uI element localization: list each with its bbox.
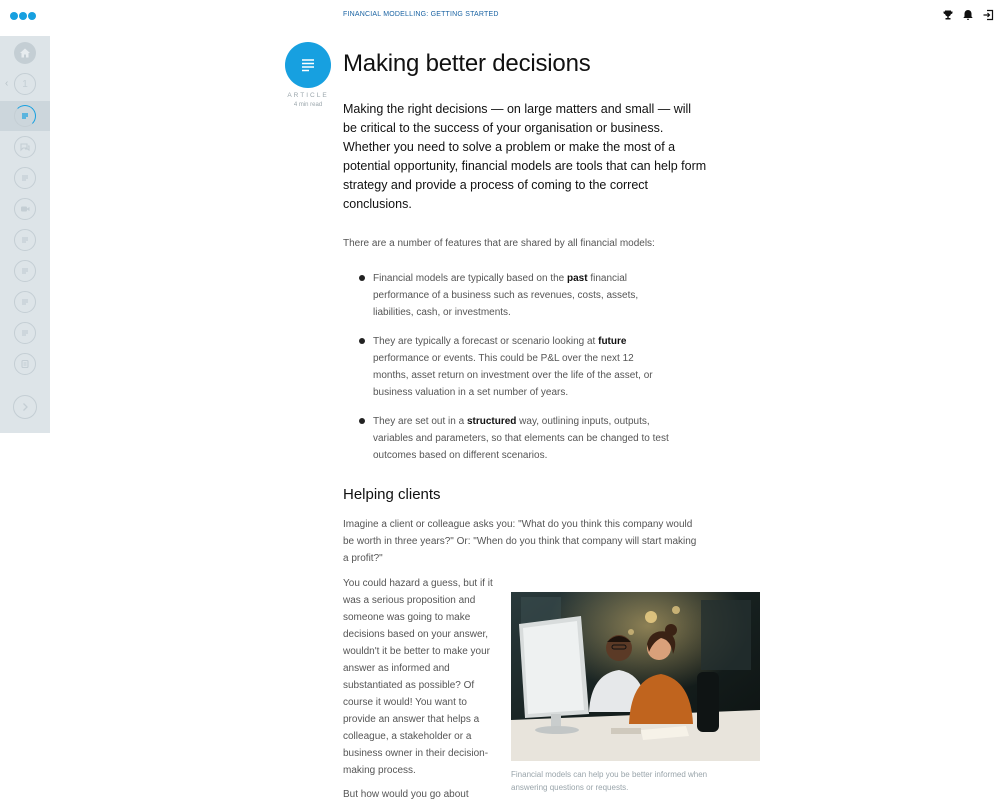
next-step-chevron-icon[interactable] bbox=[13, 395, 37, 419]
sidebar-item-current-article[interactable] bbox=[0, 101, 50, 131]
list-item: They are set out in a structured way, outlining inputs, outputs, variables and parameters, so that elements can be changed to test outcomes based on different scenarios. bbox=[361, 413, 671, 464]
how-paragraph: But how would you go about bbox=[343, 789, 469, 800]
article-icon bbox=[14, 105, 36, 127]
article-icon[interactable] bbox=[14, 260, 36, 282]
course-sidebar bbox=[0, 36, 50, 433]
article-icon[interactable] bbox=[14, 291, 36, 313]
logo-dot bbox=[19, 12, 27, 20]
step-number: 1 bbox=[22, 78, 28, 90]
top-toolbar bbox=[942, 9, 994, 21]
list-item: Financial models are typically based on the past financial performance of a business such as revenues, costs, assets, liabilities, cash, or investments. bbox=[361, 270, 671, 321]
breadcrumb[interactable]: FINANCIAL MODELLING: GETTING STARTED bbox=[343, 11, 499, 18]
section-heading: Helping clients bbox=[343, 486, 441, 503]
list-item: They are typically a forecast or scenario looking at future performance or events. This could be P&L over the next 12 months, asset return on investment over the life of the asset, or business valuation in a set number of years. bbox=[361, 333, 671, 401]
article-body bbox=[343, 100, 763, 810]
guess-paragraph: You could hazard a guess, but if it was a serious proposition and someone was going to make decisions based on your answer, wouldn't it be better to make your answer as informed and substantiated as possible? Of course it would! You want to provide an answer that helps a colleague, a stakeholder or a business owner in their decision-making process. bbox=[343, 578, 493, 776]
read-time: 4 min read bbox=[293, 102, 323, 108]
article-icon[interactable] bbox=[14, 229, 36, 251]
features-list bbox=[361, 270, 671, 464]
intro-paragraph: Making the right decisions — on large matters and small — will be critical to the success of your organisation or business. Whether you need to solve a problem or make the most of a potential opportunity, financial models are tools that can help form strategy and provide a process of coming to the correct conclusions. bbox=[343, 102, 707, 211]
clients-paragraph: Imagine a client or colleague asks you: "What do you think this company would be worth in three years?" Or: "When do you think that company will start making a profit?" bbox=[343, 519, 697, 564]
article-icon bbox=[299, 56, 317, 74]
quiz-icon[interactable] bbox=[14, 353, 36, 375]
article-type-label: ARTICLE bbox=[287, 92, 329, 99]
discussion-icon[interactable] bbox=[14, 136, 36, 158]
chevron-left-icon[interactable]: ‹ bbox=[5, 78, 9, 89]
article-figure bbox=[511, 592, 760, 794]
text-with-figure bbox=[343, 575, 763, 810]
home-icon[interactable] bbox=[14, 42, 36, 64]
office-photo bbox=[511, 592, 760, 761]
app-logo[interactable] bbox=[10, 12, 36, 20]
bell-icon[interactable] bbox=[962, 9, 974, 21]
page-title: Making better decisions bbox=[343, 50, 591, 77]
video-icon[interactable] bbox=[14, 198, 36, 220]
logout-icon[interactable] bbox=[982, 9, 994, 21]
article-type-badge bbox=[285, 42, 331, 88]
logo-dot bbox=[28, 12, 36, 20]
article-icon[interactable] bbox=[14, 322, 36, 344]
article-icon[interactable] bbox=[14, 167, 36, 189]
trophy-icon[interactable] bbox=[942, 9, 954, 21]
step-number-icon[interactable] bbox=[14, 73, 36, 95]
features-intro: There are a number of features that are shared by all financial models: bbox=[343, 238, 655, 249]
figure-caption: Financial models can help you be better informed when answering questions or requests. bbox=[511, 770, 708, 792]
logo-dot bbox=[10, 12, 18, 20]
